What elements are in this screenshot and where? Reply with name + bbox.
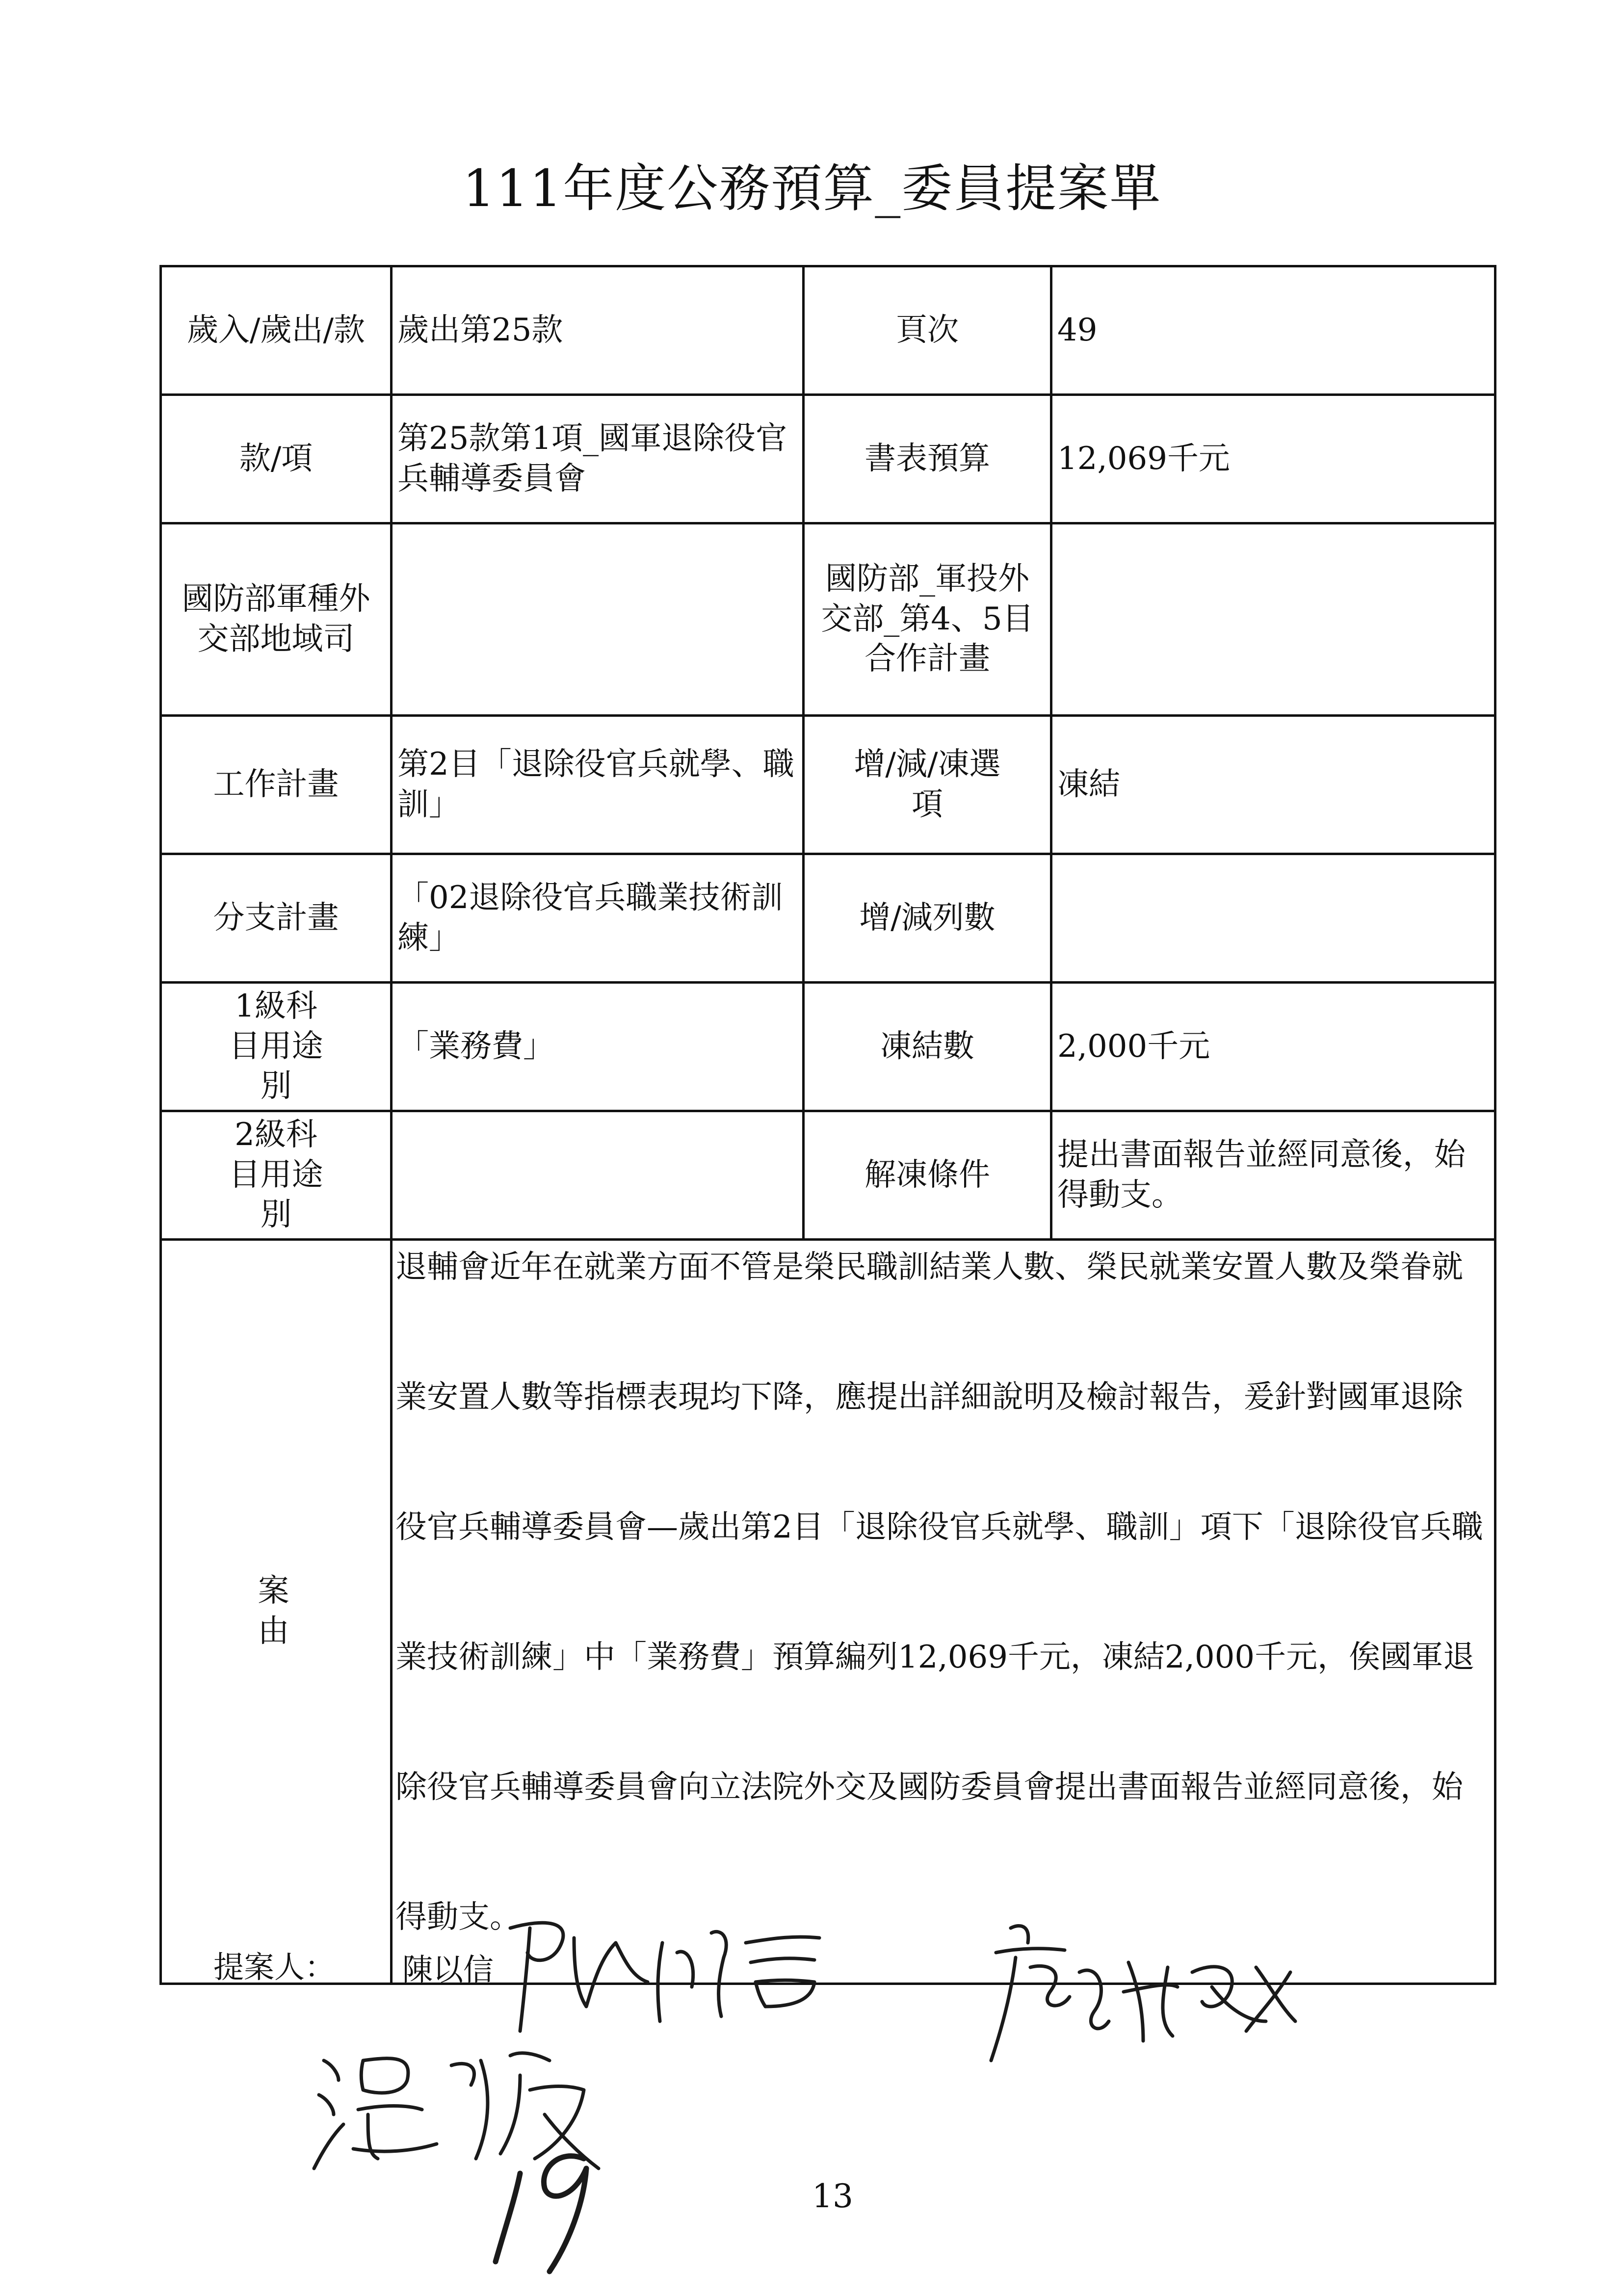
field-label: 凍結數: [804, 983, 1051, 1111]
field-label: 增/減/凍選項: [804, 716, 1051, 854]
field-label: 歲入/歲出/款: [161, 266, 392, 395]
reason-text: 退輔會近年在就業方面不管是榮民職訓結業人數、榮民就業安置人數及榮眷就業安置人數等指標表現均下降，應提出詳細說明及檢討報告，爰針對國軍退除役官兵輔導委員會—歲出第2目「退除役官兵就學、職訓」項下「退除役官兵職業技術訓練」中「業務費」預算編列12,069千元，凍結2,000千元，俟國軍退除役官兵輔導委員會向立法院外交及國防委員會提出書面報告並經同意後，始得動支。: [395, 1249, 1483, 1935]
field-value: [392, 523, 804, 716]
field-label: 2級科目用途別: [161, 1111, 392, 1240]
field-label: 工作計畫: [161, 716, 392, 854]
form-row: [161, 266, 1495, 395]
field-label: 分支計畫: [161, 854, 392, 983]
field-label: 國防部軍種外交部地域司: [161, 523, 392, 716]
field-label: 1級科目用途別: [161, 983, 392, 1111]
field-value: [392, 1111, 804, 1240]
field-label: 解凍條件: [804, 1111, 1051, 1240]
field-value: 提出書面報告並經同意後，始得動支。: [1051, 1111, 1495, 1240]
field-value: [1051, 523, 1495, 716]
field-value: 凍結: [1051, 716, 1495, 854]
field-value: 第2目「退除役官兵就學、職訓」: [392, 716, 804, 854]
field-value: 「02退除役官兵職業技術訓練」: [392, 854, 804, 983]
page-title: 111年度公務預算_委員提案單: [462, 158, 1162, 218]
field-value: 12,069千元: [1051, 395, 1495, 523]
signature-chen-yi-hsin: [500, 1908, 854, 2036]
reason-row: [161, 1240, 1495, 1984]
field-value: 「業務費」: [392, 983, 804, 1111]
form-row: [161, 716, 1495, 854]
form-row: [161, 523, 1495, 716]
form-row: [161, 1111, 1495, 1240]
reason-cell: [392, 1240, 1495, 1984]
page-number: 13: [812, 2177, 853, 2215]
field-value: [1051, 854, 1495, 983]
handwritten-number-19: [486, 2139, 608, 2281]
proposer-label: 提案人：: [213, 1949, 336, 1985]
field-label: 款/項: [161, 395, 392, 523]
field-value: 歲出第25款: [392, 266, 804, 395]
field-value: 49: [1051, 266, 1495, 395]
reason-label: 案由: [161, 1240, 392, 1984]
signature-lai-shih-bao: [981, 1913, 1315, 2070]
form-row: [161, 983, 1495, 1111]
field-value: 第25款第1項_國軍退除役官兵輔導委員會: [392, 395, 804, 523]
field-label: 國防部_軍投外交部_第4、5目合作計畫: [804, 523, 1051, 716]
field-value: 2,000千元: [1051, 983, 1495, 1111]
proposer-name: 陳以信: [402, 1952, 494, 1987]
form-row: [161, 854, 1495, 983]
proposal-form-table: [159, 265, 1496, 1985]
field-label: 增/減列數: [804, 854, 1051, 983]
field-label: 書表預算: [804, 395, 1051, 523]
field-label: 頁次: [804, 266, 1051, 395]
form-row: [161, 395, 1495, 523]
